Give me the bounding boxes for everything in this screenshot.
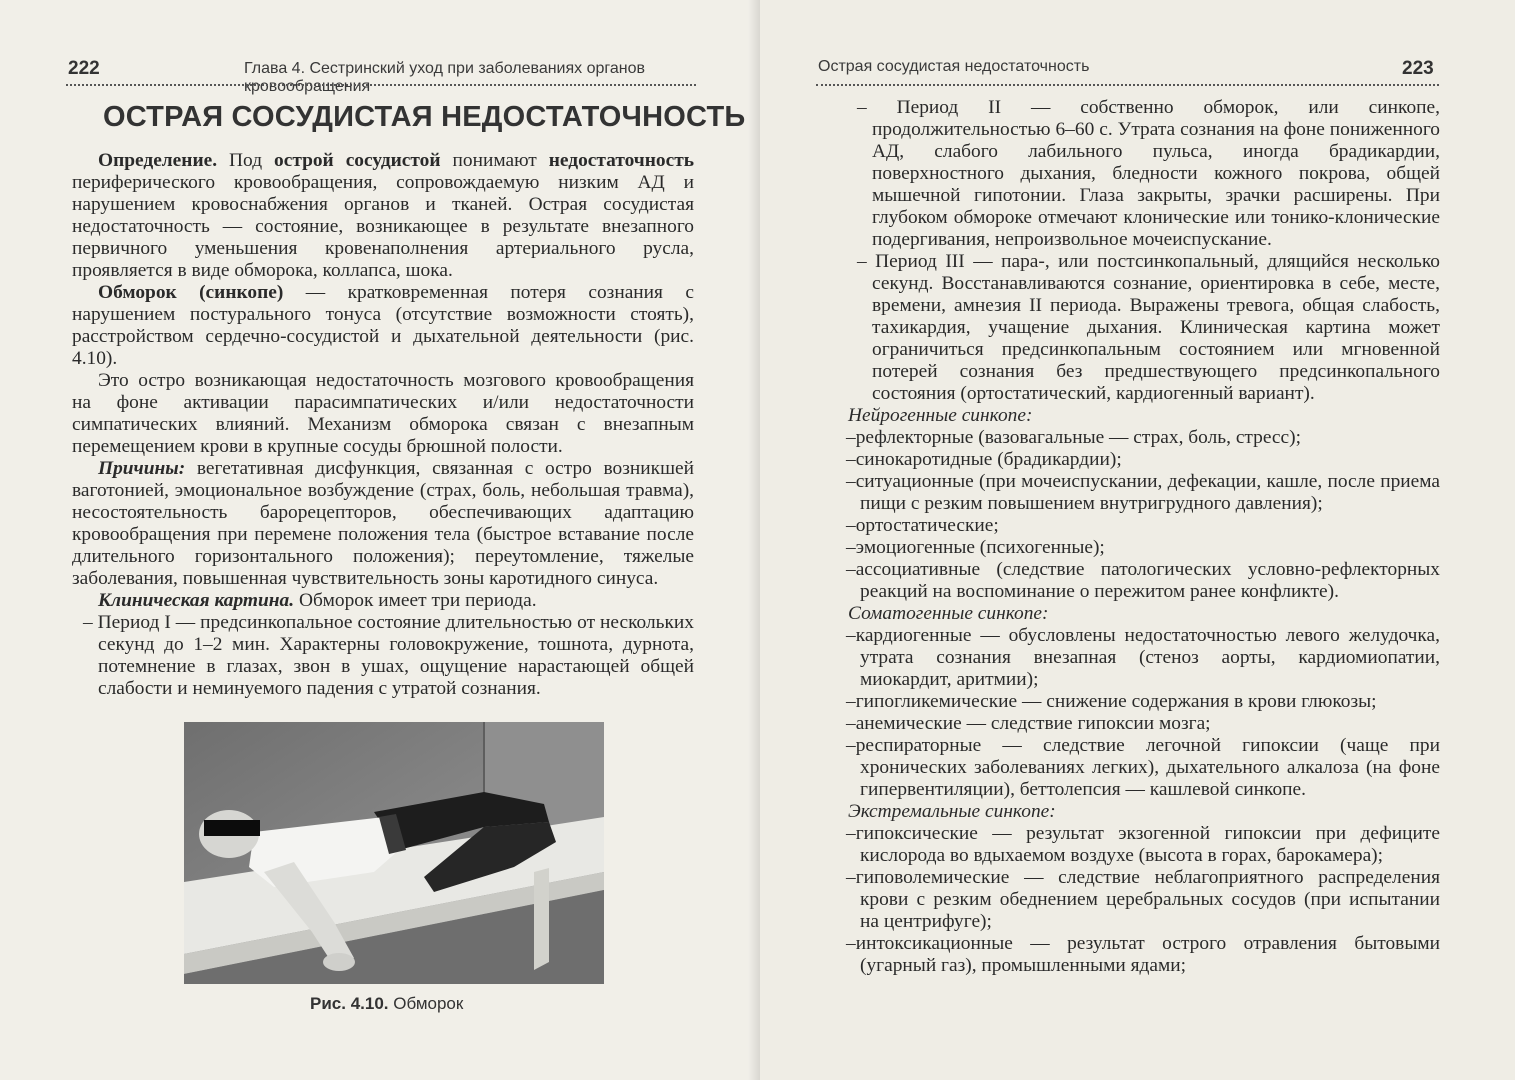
- list-item-extreme: –гиповолемические — следствие неблагоприятного распределения крови с резким обеднением церебральных сосудов (при испытании на центрифуге);: [846, 867, 1440, 932]
- list-item-extreme: –интоксикационные — результат острого отравления бытовыми (угарный газ), промышленными ядами;: [846, 933, 1440, 976]
- list-item-neuro: –рефлекторные (вазовагальные — страх, боль, стресс);: [846, 427, 1301, 448]
- header-rule: [816, 84, 1439, 86]
- list-item-period-2: – Период II — собственно обморок, или синкопе, продолжительностью 6–60 с. Утрата сознания на фоне пониженного АД, слабого лабильного пульса, иногда брадикардии, поверхностного дыхания, бледности кожного покрова, общей мышечной гипотонии. Глаза закрыты, зрачки расширены. При глубоком обмороке отмечают клонические или тонико-клонические подергивания, непроизвольное мочеиспускание.: [857, 97, 1440, 250]
- paragraph-mechanism: Это остро возникающая недостаточность мозгового кровообращения на фоне активации парасимпатических и/или недостаточности симпатических влияний. Механизм обморока связан с внезапным перемещением крови в крупные сосуды брюшной полости.: [72, 370, 694, 457]
- text-run: Обморок имеет три периода.: [294, 590, 537, 611]
- paragraph-syncope: [72, 282, 694, 370]
- term-syncope: Обморок (синкопе): [98, 282, 284, 303]
- text-run: — кратковременная потеря сознания с нарушением постурального тонуса (отсутствие возможности стоять), расстройством сердечно-сосудистой и дыхательной деятельности (рис. 4.10).: [72, 282, 694, 369]
- term-definition: Определение.: [98, 150, 218, 171]
- list-item-neuro: –синокаротидные (брадикардии);: [846, 449, 1122, 470]
- text-run: периферического кровообращения, сопровождаемую низким АД и нарушением кровоснабжения органов и тканей. Острая сосудистая недостаточность — состояние, возникающее в результате внезапного первичного уменьшения кровенаполнения артериального русла, проявляется в виде обморока, коллапса, шока.: [72, 172, 694, 281]
- page-number: 223: [1402, 58, 1434, 79]
- figure-photo: [184, 722, 604, 984]
- list-item-neuro: –ситуационные (при мочеиспускании, дефекации, кашле, после приема пищи с резким повышением внутригрудного давления);: [846, 471, 1440, 514]
- list-item-extreme: –гипоксические — результат экзогенной гипоксии при дефиците кислорода во вдыхаемом воздухе (высота в горах, барокамера);: [846, 823, 1440, 866]
- running-head: Глава 4. Сестринский уход при заболеваниях органов кровообращения: [244, 60, 646, 95]
- list-item-somato: –респираторные — следствие легочной гипоксии (чаще при хронических заболеваниях легких), дыхательного алкалоза (на фоне гипервентиляции), беттолепсия — кашлевой синкопе.: [846, 735, 1440, 800]
- subheading-neurogenic: Нейрогенные синкопе:: [848, 405, 1033, 426]
- paragraph-causes: [72, 458, 694, 590]
- paragraph-definition: [72, 150, 694, 282]
- term-insufficiency: недостаточность: [548, 150, 694, 171]
- list-item-somato: –гипогликемические — снижение содержания в крови глюкозы;: [846, 691, 1377, 712]
- text-run: понимают: [440, 150, 549, 171]
- list-item-neuro: –эмоциогенные (психогенные);: [846, 537, 1105, 558]
- subheading-extreme: Экстремальные синкопе:: [848, 801, 1056, 822]
- text-run: Под: [217, 150, 275, 171]
- list-item-period-1: – Период I — предсинкопальное состояние длительностью от нескольких секунд до 1–2 мин. Характерны головокружение, тошнота, дурнота, потемнение в глазах, звон в ушах, ощущение нарастающей общей слабости и неминуемого падения с утратой сознания.: [83, 612, 694, 699]
- list-item-somato: –кардиогенные — обусловлены недостаточностью левого желудочка, утрата сознания внезапная (стеноз аорты, кардиомиопатии, миокардит, аритмии);: [846, 625, 1440, 690]
- list-item-neuro: –ортостатические;: [846, 515, 999, 536]
- term-causes: Причины:: [98, 458, 186, 479]
- left-body: [72, 150, 694, 700]
- right-page: [760, 0, 1515, 1080]
- term-clinical-picture: Клиническая картина.: [98, 590, 295, 611]
- list-item-somato: –анемические — следствие гипоксии мозга;: [846, 713, 1211, 734]
- header-rule: [66, 84, 696, 86]
- list-item-period-3: – Период III — пара-, или постсинкопальный, длящийся несколько секунд. Восстанавливаются сознание, ориентировка в себе, месте, времени, амнезия II периода. Выражены тревога, общая слабость, тахикардия, учащение дыхания. Клиническая картина может ограничиться предсинкопальным состоянием или мгновенной потерей сознания без предшествующего предсинкопального состояния (ортостатический, кардиогенный вариант).: [857, 251, 1440, 404]
- chapter-section-title: ОСТРАЯ СОСУДИСТАЯ НЕДОСТАТОЧНОСТЬ: [103, 101, 746, 133]
- list-item-neuro: –ассоциативные (следствие патологических условно-рефлекторных реакций на воспоминание о пережитом ранее конфликте).: [846, 559, 1440, 602]
- paragraph-clinical: [72, 590, 694, 612]
- subheading-somatogenic: Соматогенные синкопе:: [848, 603, 1049, 624]
- term-acute-vascular: острой сосудистой: [274, 150, 441, 171]
- text-run: вегетативная дисфункция, связанная с остро возникшей ваготонией, эмоциональное возбуждение (страх, боль, небольшая травма), несостоятельность барорецепторов, обеспечивающих адаптацию кровообращения при перемене положения тела (быстрое вставание после длительного горизонтального положения); переутомление, тяжелые заболевания, повышенная чувствительность зоны каротидного синуса.: [72, 458, 694, 589]
- figure-caption: [310, 994, 463, 1014]
- fainting-person-illustration: [184, 722, 604, 984]
- right-body: [846, 97, 1440, 977]
- page-number: 222: [68, 58, 100, 79]
- figure-label: Рис. 4.10.: [310, 994, 389, 1013]
- running-head: Острая сосудистая недостаточность: [818, 58, 1090, 75]
- figure-caption-text: Обморок: [388, 994, 464, 1013]
